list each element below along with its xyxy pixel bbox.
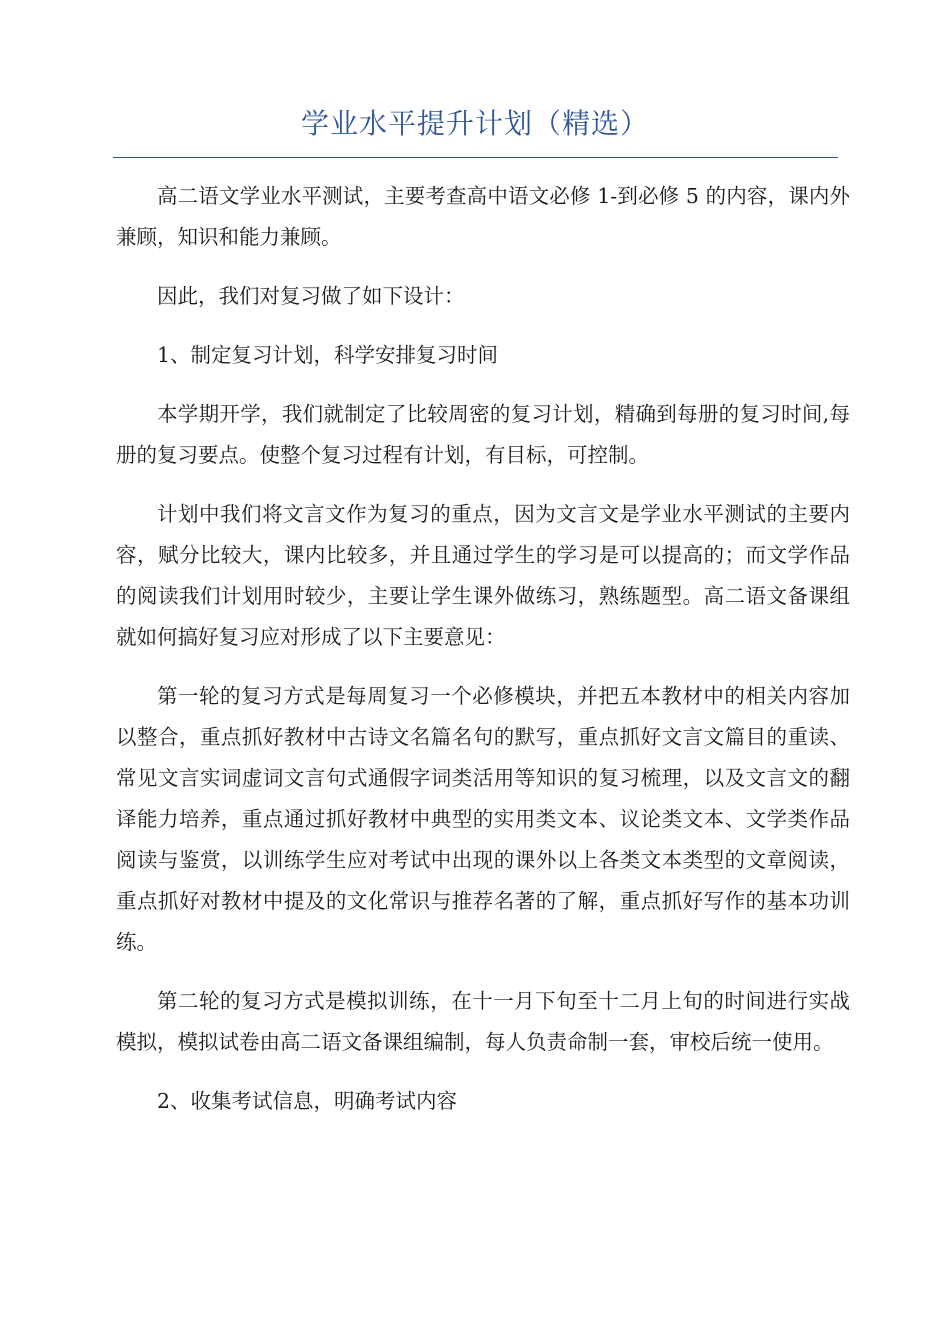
document-title: 学业水平提升计划（精选） [300, 107, 649, 140]
paragraph-design-lead: 因此，我们对复习做了如下设计： [157, 284, 465, 308]
paragraph-round-one: 第一轮的复习方式是每周复习一个必修模块，并把五本教材中的相关内容加以整合，重点抓好教材中古诗文名篇名句的默写，重点抓好文言文篇目的重读、常见文言实词虚词文言句式通假字词类活用等知识的复习梳理，以及文言文的翻译能力培养，重点通过抓好教材中典型的实用类文本、议论类文本、文学类作品阅读与鉴赏，以训练学生应对考试中出现的课外以上各类文本类型的文章阅读，重点抓好对教材中提及的文化常识与推荐名著的了解，重点抓好写作的基本功训练。 [116, 684, 850, 954]
document-body [116, 176, 850, 1140]
section-heading-1: 1、制定复习计划，科学安排复习时间 [157, 343, 499, 367]
paragraph-intro: 高二语文学业水平测试，主要考查高中语文必修 1-到必修 5 的内容，课内外兼顾，知识和能力兼顾。 [116, 184, 850, 249]
section-heading-2: 2、收集考试信息，明确考试内容 [157, 1089, 458, 1113]
paragraph-focus: 计划中我们将文言文作为复习的重点，因为文言文是学业水平测试的主要内容，赋分比较大，课内比较多，并且通过学生的学习是可以提高的；而文学作品的阅读我们计划用时较少，主要让学生课外做练习，熟练题型。高二语文备课组就如何搞好复习应对形成了以下主要意见： [116, 502, 850, 649]
title-divider [113, 157, 838, 158]
paragraph-plan: 本学期开学，我们就制定了比较周密的复习计划，精确到每册的复习时间,每册的复习要点。使整个复习过程有计划，有目标，可控制。 [116, 402, 850, 467]
paragraph-round-two: 第二轮的复习方式是模拟训练，在十一月下旬至十二月上旬的时间进行实战模拟，模拟试卷由高二语文备课组编制，每人负责命制一套，审校后统一使用。 [116, 989, 850, 1054]
